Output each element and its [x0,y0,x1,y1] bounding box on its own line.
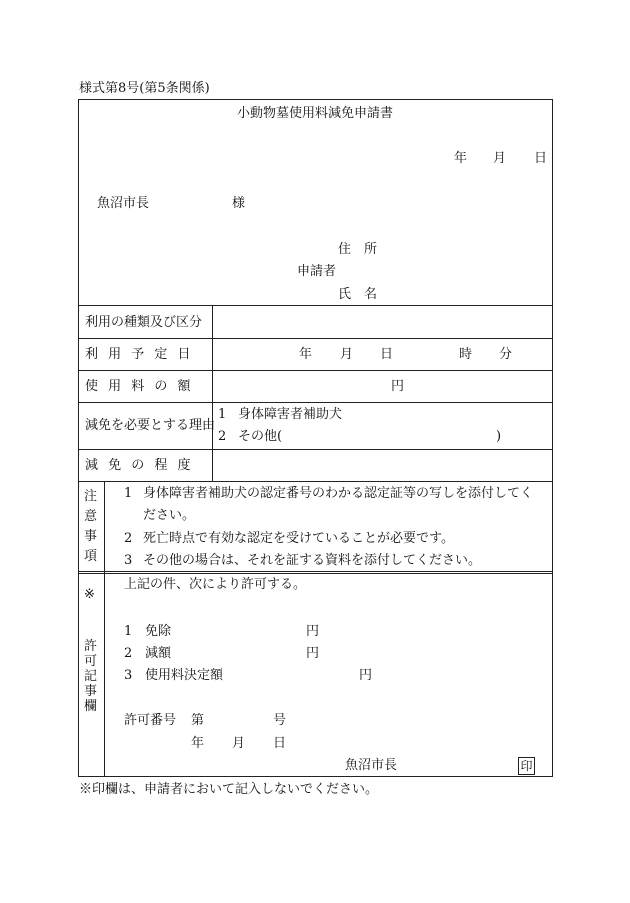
footer-note: ※印欄は、申請者において記入しないでください。 [79,782,379,797]
note-1-line-1: 身体障害者補助犬の認定番号のわかる認定証等の写しを添付してく [143,486,534,501]
label-column-divider [212,305,213,481]
form-id: 様式第8号(第5条関係) [79,81,210,96]
addressee-name: 魚沼市長 [97,196,150,211]
notes-column-divider [104,481,105,776]
permit-label-char-2: 可 [84,654,98,669]
permit-item-3-text: 使用料決定額 [145,668,224,683]
row-divider-1 [78,305,553,306]
scheduled-minute-label: 分 [499,347,513,362]
row-divider-7b [78,573,553,574]
scheduled-date-label: 利 用 予 定 日 [85,347,194,362]
reason-option-2-number: 2 [218,429,227,444]
seal-box: 印 [518,757,535,775]
note-2-number: 2 [124,531,133,546]
row-divider-6 [78,481,553,482]
reason-option-1-text: 身体障害者補助犬 [238,407,343,422]
note-2-text: 死亡時点で有効な認定を受けていることが必要です。 [143,531,454,546]
notes-label-char-2: 意 [84,509,98,524]
note-1-number: 1 [124,486,133,501]
notes-label-char-3: 事 [84,529,98,544]
table-border-right [552,99,553,776]
permit-issuer: 魚沼市長 [345,758,398,773]
permit-item-2-text: 減額 [145,646,172,661]
permit-date-day: 日 [273,736,287,751]
addressee-honorific: 様 [232,196,246,211]
permit-label-char-5: 欄 [84,699,98,714]
permit-item-3-number: 3 [124,668,133,683]
note-3-number: 3 [124,553,133,568]
permit-label-char-4: 事 [84,684,98,699]
applicant-role-label: 申請者 [297,264,337,279]
date-month-label: 月 [493,151,507,166]
notes-label-char-4: 項 [84,549,98,564]
permit-intro: 上記の件、次により許可する。 [124,577,307,592]
permit-item-2-yen: 円 [306,646,320,661]
permit-date-month: 月 [232,736,246,751]
table-border-left [78,99,79,776]
permit-item-2-number: 2 [124,646,133,661]
permit-item-3-yen: 円 [359,668,373,683]
usage-type-label: 利用の種類及び区分 [85,315,203,330]
degree-label: 減 免 の 程 度 [85,458,194,473]
row-divider-7a [78,571,553,572]
table-border-bottom [78,776,553,777]
form-title: 小動物墓使用料減免申請書 [236,106,393,121]
notes-label-char-1: 注 [84,489,98,504]
applicant-address-label: 住 所 [338,242,378,257]
permit-date-year: 年 [191,736,205,751]
permit-item-1-number: 1 [124,624,133,639]
note-1-line-2: ださい。 [143,508,196,523]
row-divider-4 [78,402,553,403]
permit-number-prefix: 第 [191,713,205,728]
date-year-label: 年 [454,151,468,166]
row-divider-3 [78,370,553,371]
scheduled-year-label: 年 [299,347,313,362]
fee-amount-label: 使 用 料 の 額 [85,379,194,394]
permit-number-label: 許可番号 [124,713,177,728]
scheduled-month-label: 月 [340,347,354,362]
row-divider-2 [78,338,553,339]
scheduled-hour-label: 時 [459,347,473,362]
permit-label-char-3: 記 [84,669,98,684]
applicant-name-label: 氏 名 [338,287,378,302]
permit-item-1-yen: 円 [306,624,320,639]
reason-label: 減免を必要とする理由 [85,418,216,433]
table-border-top [78,99,553,100]
permit-mark: ※ [84,587,95,602]
note-3-text: その他の場合は、それを証する資料を添付してください。 [143,553,482,568]
row-divider-5 [78,449,553,450]
permit-item-1-text: 免除 [145,624,172,639]
reason-option-2-text: その他( [238,429,283,444]
reason-option-1-number: 1 [218,407,227,422]
date-day-label: 日 [534,151,548,166]
scheduled-day-label: 日 [380,347,394,362]
reason-option-2-close-paren: ) [496,429,502,444]
permit-number-suffix: 号 [273,713,287,728]
permit-label-char-1: 許 [84,639,98,654]
fee-amount-yen: 円 [391,379,405,394]
